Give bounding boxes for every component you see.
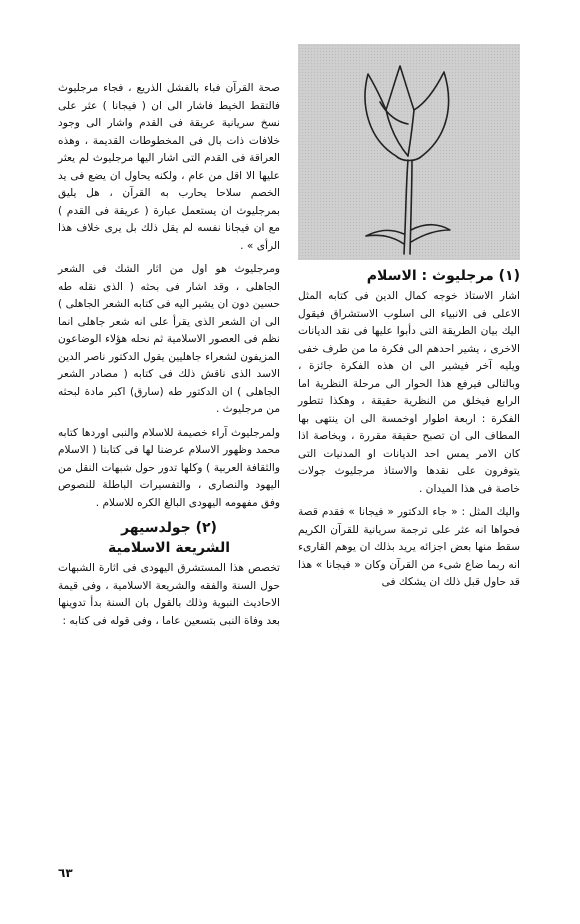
paragraph: صحة القرآن فباء بالفشل الذريع ، فجاء مرجليوث فالتقط الخيط فاشار الى ان ( فيجانا ) عثر على نسخ سريانية عريقة فى القدم واشار الى وجود خلافات ذات بال فى المخطوطات القديمة ، وهذه العراقة فى القدم التى اشار اليها مرجليوث لم يعثر عليها الا اقل من عام ، ولكنه يحاول ان يضع فى يد الخصم سلاحا يحارب به القرآن ، هل يليق بمرجليوث ان يستعمل عبارة ( عريقة فى القدم ) مع ان فيجانا نفسه لم يقل ذلك بل يرى خلاف هذا الرأى » . [58, 82, 280, 252]
heading-title: (٢) جولدسيهر [121, 520, 217, 536]
paragraph: تخصص هذا المستشرق اليهودى فى اثارة الشبهات حول السنة والفقه والشريعة الاسلامية ، وفى قيمة الاحاديث النبوية وذلك بالقول بان السنة بدأ تدوينها بعد وفاة النبى بتسعين عاما ، وفى قوله فى كتابه : [58, 562, 280, 627]
tulip-flower-drawing [298, 44, 520, 260]
paragraph: واليك المثل : « جاء الدكتور « فيجانا » فقدم قصة فحواها انه عثر على ترجمة سريانية للقرآن الكريم سقط منها بعض اجزائه يريد بذلك ان يوهم القارىء انه ربما ضاع شىء من القرآن وكان « فيجانا » هذا قد حاول قبل ذلك ان يشكك فى [298, 506, 520, 588]
section-heading-goldziher [58, 518, 280, 558]
tulip-icon [298, 44, 520, 260]
paragraph: ومرجليوث هو اول من اثار الشك فى الشعر الجاهلى ، وقد اشار فى بحثه ( الذى نقله طه حسين دون ان يشير اليه فى كتابه الشعر الجاهلى ) الى ان الشعر الذى يقرأ على انه شعر جاهلى انما نظم فى العصور الاسلامية ثم نحله هؤلاء الوضاعون المزيفون لشعراء جاهليين يقول الدكتور ناصر الدين الاسد الذى ناقش ذلك فى كتابه ( مصادر الشعر الجاهلى ) ان الدكتور طه (سارق) اكبر مادة لبحثه من مرجليوث . [58, 263, 280, 415]
page-number: ٦٣ [58, 866, 73, 880]
paragraph: اشار الاستاذ خوجه كمال الدين فى كتابه المثل الاعلى فى الانبياء الى اسلوب الاستشراق فيقول اليك بيان الطريقة التى دأبوا عليها فى نقد الديانات الاخرى ، يشير احدهم الى فكرة ما من طرف خفى ويليه آخر فيشير الى ان هذه الفكرة جائزة ، وبالتالى فيرفع هذا الحوار الى مرحلة النظرية اما الرابع فيخلق من النظرية حقيقة ، وهكذا تتطور الفكرة : اربعة اطوار اوخمسة الى ان ينتهى بها المطاف الى ان تصبح حقيقة مقررة ، وبخاصة اذا كان الامر يمس احد الديانات او المدنيات التى يتوفرون على نقدها والاستاذ مرجليوث جولات خاصة فى هذا الميدان . [298, 290, 520, 495]
heading-subtitle: الشريعة الاسلامية [107, 540, 231, 556]
paragraph: ولمرجليوث آراء خصيمة للاسلام والنبى اوردها كتابه محمد وظهور الاسلام عرضنا لها فى كتابنا ( الاسلام والثقافة العربية ) وكلها تدور حول شبهات النقل من اليهود والنصارى ، والتفسيرات الباطلة للنصوص وفق مفهومه اليهودى البالغ الكره للاسلام . [58, 426, 280, 509]
left-column [58, 80, 280, 630]
section-heading-margoliouth: (١) مرجليوث : الاسلام [366, 268, 520, 284]
